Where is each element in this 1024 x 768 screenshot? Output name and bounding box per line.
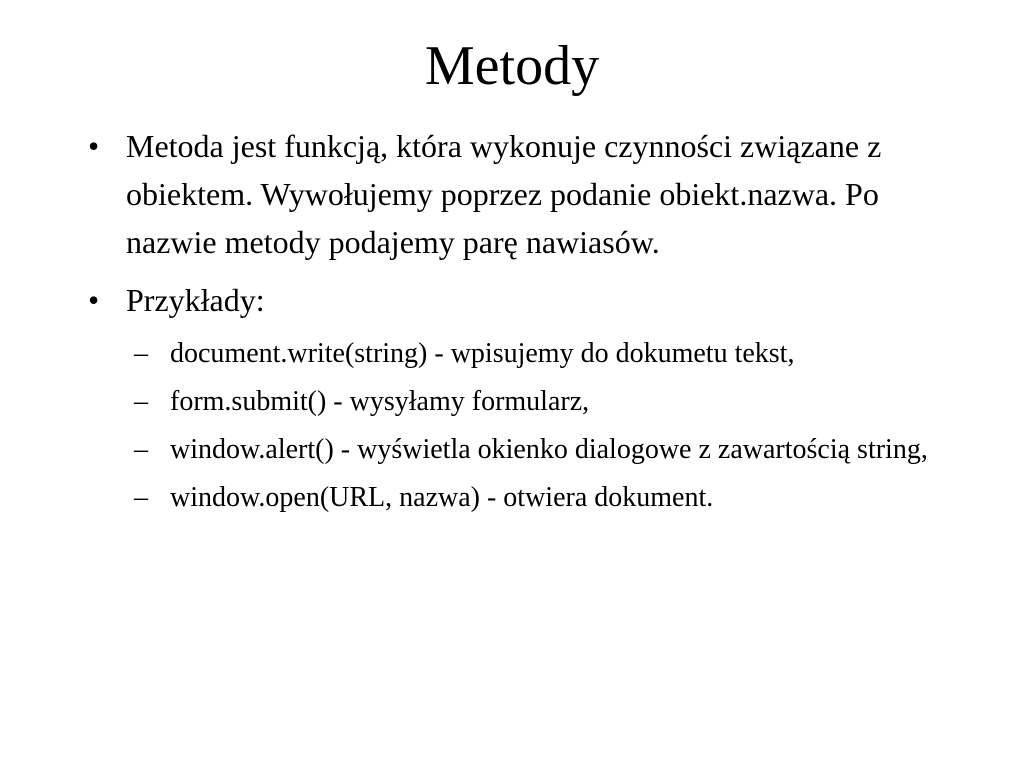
bullet-text: Przykłady: xyxy=(126,282,265,318)
sub-bullet-item xyxy=(134,382,948,422)
sub-bullet-item xyxy=(134,334,948,374)
bullet-text: Metoda jest funkcją, która wykonuje czynności związane z obiektem. Wywołujemy poprzez podanie obiekt.nazwa. Po nazwie metody podajemy parę nawiasów. xyxy=(126,128,882,260)
sub-bullet-item xyxy=(134,478,948,518)
slide-content xyxy=(88,122,948,526)
bullet-marker: • xyxy=(88,282,100,318)
dash-marker: – xyxy=(134,434,148,465)
dash-marker: – xyxy=(134,338,148,369)
bullet-marker: • xyxy=(88,128,100,164)
sub-bullet-text: form.submit() - wysyłamy formularz, xyxy=(170,386,590,417)
dash-marker: – xyxy=(134,482,148,513)
examples-sublist xyxy=(134,334,948,518)
sub-bullet-text: window.alert() - wyświetla okienko dialogowe z zawartością string, xyxy=(170,434,928,465)
sub-bullet-item xyxy=(134,430,948,470)
sub-bullet-text: document.write(string) - wpisujemy do dokumetu tekst, xyxy=(170,338,795,369)
dash-marker: – xyxy=(134,386,148,417)
slide-title: Metody xyxy=(424,35,600,97)
sub-bullet-text: window.open(URL, nazwa) - otwiera dokument. xyxy=(170,482,714,513)
bullet-item xyxy=(88,276,948,324)
bullet-item xyxy=(88,122,948,266)
